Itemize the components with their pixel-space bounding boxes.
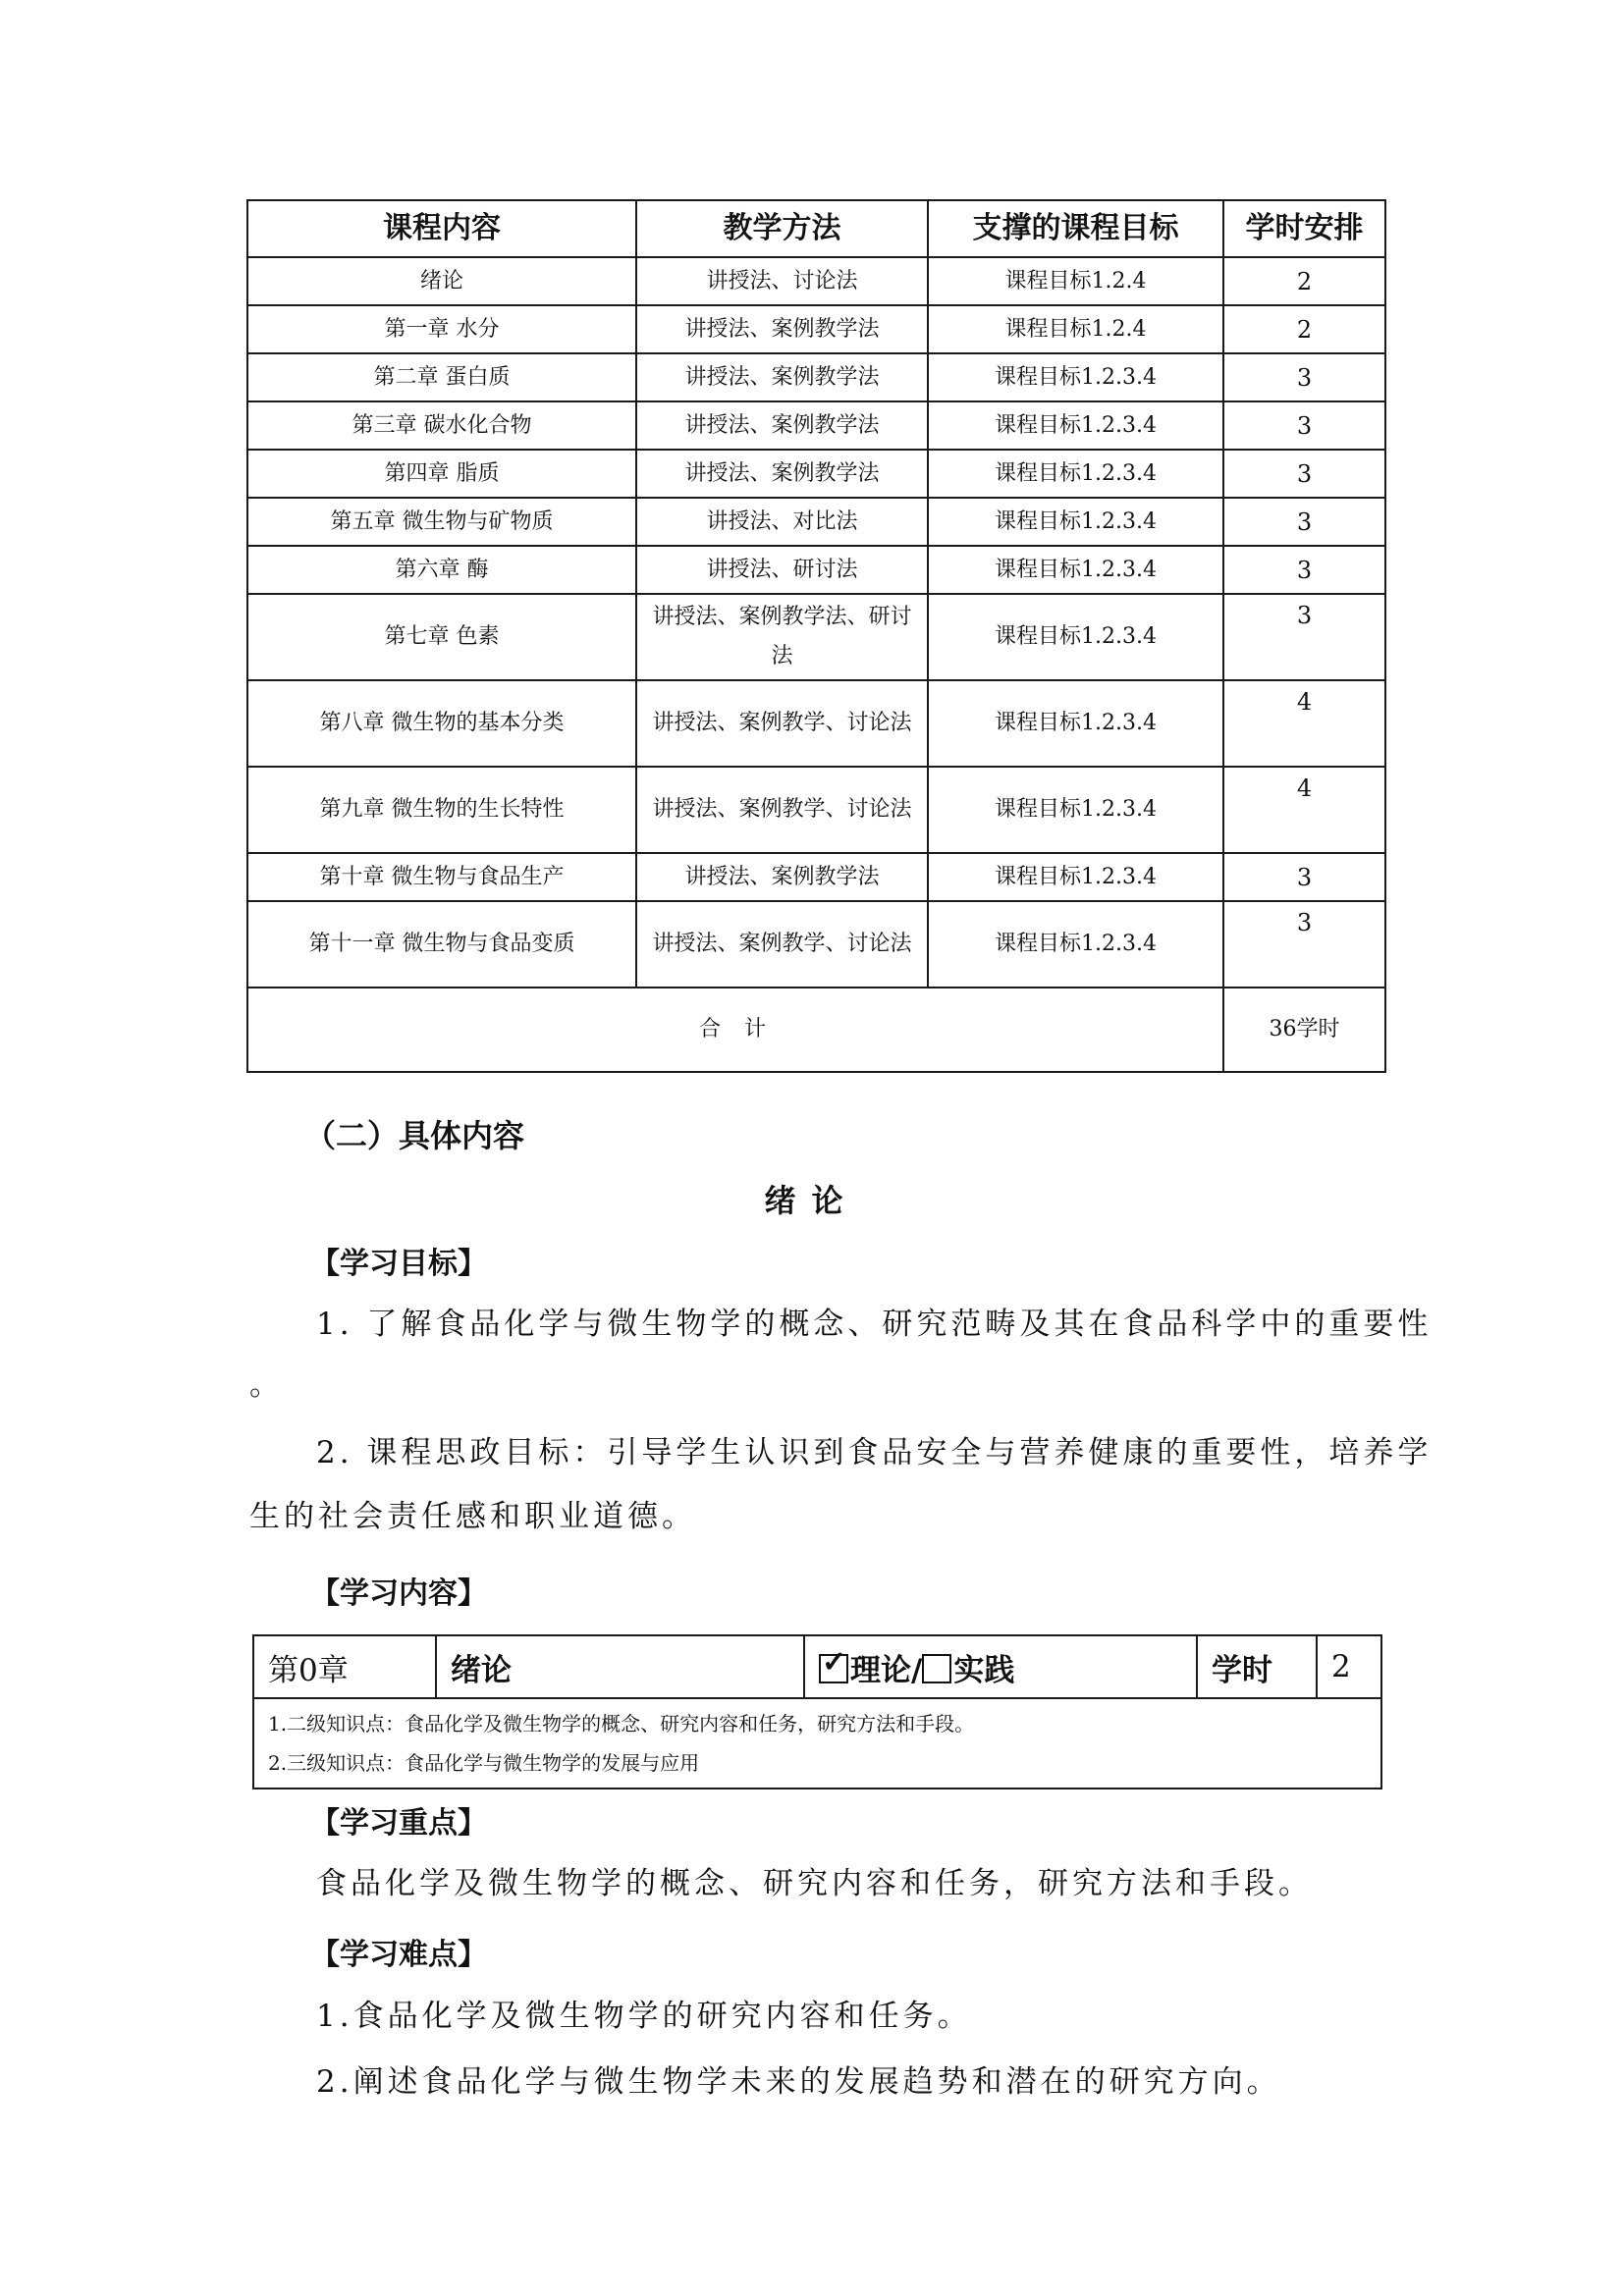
schedule-row xyxy=(247,594,1385,680)
objectives-heading: 【学习目标】 xyxy=(310,1247,487,1281)
schedule-row xyxy=(247,498,1385,546)
objective-item-2: 2. 课程思政目标：引导学生认识到食品安全与营养健康的重要性，培养学 xyxy=(316,1435,1433,1470)
row-hours: 3 xyxy=(1223,401,1385,450)
schedule-row xyxy=(247,257,1385,305)
row-content: 第十章 微生物与食品生产 xyxy=(247,853,636,901)
row-content: 第二章 蛋白质 xyxy=(247,353,636,401)
row-goal: 课程目标1.2.4 xyxy=(928,305,1223,353)
chapter-name: 绪论 xyxy=(436,1635,804,1698)
row-goal: 课程目标1.2.3.4 xyxy=(928,498,1223,546)
row-hours: 2 xyxy=(1223,305,1385,353)
row-goal: 课程目标1.2.4 xyxy=(928,257,1223,305)
knowledge-points xyxy=(253,1698,1381,1789)
practice-checkbox[interactable] xyxy=(922,1654,951,1683)
hours-value: 2 xyxy=(1317,1635,1381,1698)
theory-label: 理论/ xyxy=(850,1652,923,1688)
total-label: 合计 xyxy=(247,988,1223,1072)
schedule-row xyxy=(247,353,1385,401)
row-content: 第七章 色素 xyxy=(247,594,636,680)
row-method: 讲授法、对比法 xyxy=(636,498,928,546)
row-method: 讲授法、案例教学、讨论法 xyxy=(636,767,928,853)
objective-item-1-tail: 。 xyxy=(249,1367,284,1403)
row-method: 讲授法、案例教学法 xyxy=(636,450,928,498)
schedule-header-row xyxy=(247,200,1385,257)
row-method: 讲授法、案例教学法、研讨法 xyxy=(636,594,928,680)
knowledge-point-1: 1.二级知识点：食品化学及微生物学的概念、研究内容和任务，研究方法和手段。 xyxy=(268,1712,975,1735)
row-method: 讲授法、案例教学、讨论法 xyxy=(636,901,928,988)
difficulties-heading: 【学习难点】 xyxy=(310,1938,487,1972)
row-content: 第十一章 微生物与食品变质 xyxy=(247,901,636,988)
row-method: 讲授法、讨论法 xyxy=(636,257,928,305)
row-method: 讲授法、案例教学、讨论法 xyxy=(636,680,928,767)
row-content: 第四章 脂质 xyxy=(247,450,636,498)
row-goal: 课程目标1.2.3.4 xyxy=(928,450,1223,498)
schedule-table xyxy=(246,199,1386,1073)
row-goal: 课程目标1.2.3.4 xyxy=(928,680,1223,767)
chapter-box-row xyxy=(253,1635,1381,1698)
schedule-row xyxy=(247,767,1385,853)
hours-label: 学时 xyxy=(1197,1635,1317,1698)
header-hours: 学时安排 xyxy=(1223,200,1385,257)
schedule-row xyxy=(247,853,1385,901)
row-hours: 4 xyxy=(1223,767,1385,853)
objective-item-1: 1. 了解食品化学与微生物学的概念、研究范畴及其在食品科学中的重要性 xyxy=(316,1307,1433,1342)
row-goal: 课程目标1.2.3.4 xyxy=(928,401,1223,450)
schedule-row xyxy=(247,680,1385,767)
chapter-number: 第0章 xyxy=(253,1635,436,1698)
content-heading: 【学习内容】 xyxy=(310,1576,487,1611)
row-goal: 课程目标1.2.3.4 xyxy=(928,767,1223,853)
row-content: 第九章 微生物的生长特性 xyxy=(247,767,636,853)
row-hours: 4 xyxy=(1223,680,1385,767)
chapter-title: 绪论 xyxy=(764,1182,859,1219)
row-hours: 3 xyxy=(1223,594,1385,680)
objective-item-2-cont: 生的社会责任感和职业道德。 xyxy=(249,1499,696,1534)
row-hours: 3 xyxy=(1223,853,1385,901)
row-hours: 3 xyxy=(1223,353,1385,401)
row-content: 第五章 微生物与矿物质 xyxy=(247,498,636,546)
row-hours: 3 xyxy=(1223,450,1385,498)
row-content: 绪论 xyxy=(247,257,636,305)
schedule-row xyxy=(247,546,1385,594)
check-mark-icon: ✓ xyxy=(822,1644,847,1680)
row-content: 第三章 碳水化合物 xyxy=(247,401,636,450)
row-method: 讲授法、案例教学法 xyxy=(636,853,928,901)
theory-checkbox[interactable] xyxy=(819,1644,848,1683)
row-hours: 2 xyxy=(1223,257,1385,305)
row-goal: 课程目标1.2.3.4 xyxy=(928,353,1223,401)
row-goal: 课程目标1.2.3.4 xyxy=(928,853,1223,901)
schedule-row xyxy=(247,401,1385,450)
row-goal: 课程目标1.2.3.4 xyxy=(928,901,1223,988)
row-method: 讲授法、案例教学法 xyxy=(636,401,928,450)
row-hours: 3 xyxy=(1223,498,1385,546)
chapter-box xyxy=(252,1634,1382,1789)
row-method: 讲授法、研讨法 xyxy=(636,546,928,594)
row-hours: 3 xyxy=(1223,901,1385,988)
key-points-text: 食品化学及微生物学的概念、研究内容和任务，研究方法和手段。 xyxy=(316,1866,1313,1901)
schedule-row xyxy=(247,450,1385,498)
schedule-row xyxy=(247,305,1385,353)
row-hours: 3 xyxy=(1223,546,1385,594)
key-points-heading: 【学习重点】 xyxy=(310,1806,487,1841)
section-heading: （二）具体内容 xyxy=(304,1117,525,1154)
difficulty-item-1: 1.食品化学及微生物学的研究内容和任务。 xyxy=(316,1999,972,2034)
header-goal: 支撑的课程目标 xyxy=(928,200,1223,257)
header-method: 教学方法 xyxy=(636,200,928,257)
header-content: 课程内容 xyxy=(247,200,636,257)
row-goal: 课程目标1.2.3.4 xyxy=(928,546,1223,594)
row-content: 第八章 微生物的基本分类 xyxy=(247,680,636,767)
schedule-row xyxy=(247,901,1385,988)
row-content: 第一章 水分 xyxy=(247,305,636,353)
total-hours: 36学时 xyxy=(1223,988,1385,1072)
type-cell xyxy=(804,1635,1197,1698)
row-goal: 课程目标1.2.3.4 xyxy=(928,594,1223,680)
knowledge-point-2: 2.三级知识点：食品化学与微生物学的发展与应用 xyxy=(268,1751,700,1775)
row-content: 第六章 酶 xyxy=(247,546,636,594)
total-row xyxy=(247,988,1385,1072)
row-method: 讲授法、案例教学法 xyxy=(636,353,928,401)
row-method: 讲授法、案例教学法 xyxy=(636,305,928,353)
difficulty-item-2: 2.阐述食品化学与微生物学未来的发展趋势和潜在的研究方向。 xyxy=(316,2064,1281,2100)
practice-label: 实践 xyxy=(953,1652,1015,1688)
